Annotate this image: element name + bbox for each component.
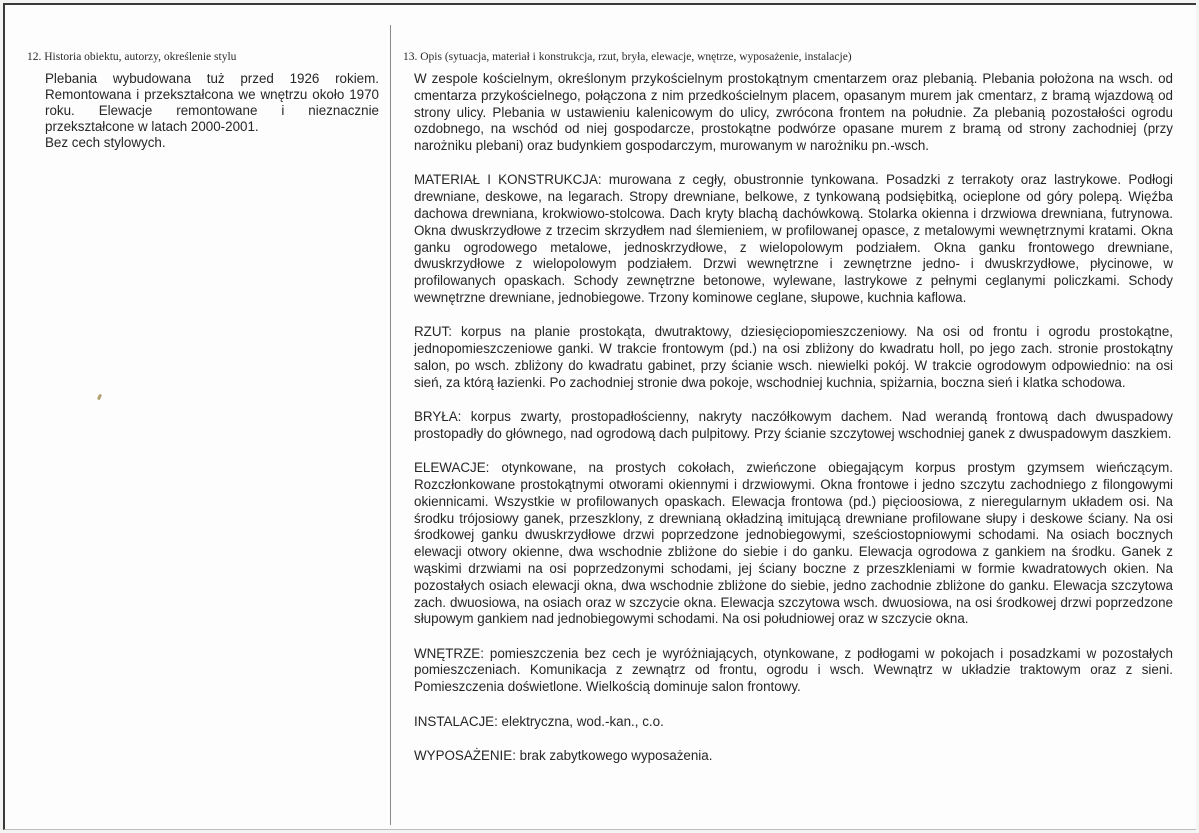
paragraph-equipment: WYPOSAŻENIE: brak zabytkowego wyposażenia. — [414, 747, 713, 763]
paper-speck — [97, 394, 102, 401]
history-text: Plebania wybudowana tuż przed 1926 rokiem. Remontowana i przekształcona we wnętrzu około 1970 roku. Elewacje remontowane i nieznacznie przekształcone w latach 2000-2001. — [45, 71, 379, 134]
paragraph-situation: W zespole kościelnym, określonym przykościelnym prostokątnym cmentarzem oraz plebanią. Plebania położona na wsch. od cmentarza przykościelnego, połączona z nim przedkościelnym placem, opasanym murem jak cmentarz, z bramą wjazdową od strony ulicy. Plebania w ustawieniu kalenicowym do ulicy, zwrócona frontem na południe. Za plebanią pozostałości ogrodu ozdobnego, na wschód od niej gospodarcze, prostokątne podwórze opasane murem z bramą od strony zachodniej (przy narożniku plebani) oraz budynkiem gospodarczym, murowanym w narożniku pn.-wsch. — [414, 71, 1173, 154]
style-note: Bez cech stylowych. — [45, 135, 166, 150]
column-divider — [390, 25, 391, 825]
paragraph-plan: RZUT: korpus na planie prostokąta, dwutraktowy, dziesięciopomieszczeniowy. Na osi od frontu i ogrodu prostokątne, jednopomieszczeniowe ganki. W trakcie frontowym (pd.) na osi zbliżony do kwadratu holl, po jego zach. stronie prostokątny salon, po wsch. zbliżony do kwadratu gabinet, przy ścianie wsch. niewielki pokój. W trakcie ogrodowym odpowiednio: na osi sień, za którą łazienki. Po zachodniej stronie dwa pokoje, wschodniej kuchnia, spiżarnia, boczna sień i klatka schodowa. — [414, 324, 1173, 390]
section-12-body — [45, 71, 379, 151]
paragraph-interior: WNĘTRZE: pomieszczenia bez cech je wyróżniających, otynkowane, z podłogami w pokojach i posadzkami w pozostałych pomieszczeniach. Komunikacja z zewnątrz od frontu, ogrodu i wsch. Wewnątrz w układzie traktowym oraz z sieni. Pomieszczenia doświetlone. Wielkością dominuje salon frontowy. — [414, 645, 1173, 695]
section-description — [403, 51, 1173, 765]
section-history — [27, 51, 379, 151]
paragraph-massing: BRYŁA: korpus zwarty, prostopadłościenny, nakryty naczółkowym dachem. Nad werandą frontową dach dwuspadowy prostopadły do głównego, nad ogrodową dach pulpitowy. Przy ścianie szczytowej wschodniej ganek z dwuspadowym daszkiem. — [414, 409, 1173, 441]
document-sheet — [3, 3, 1196, 830]
section-13-header: 13. Opis (sytuacja, materiał i konstrukcja, rzut, bryła, elewacje, wnętrze, wyposażenie, instalacje) — [403, 51, 852, 63]
paragraph-installations: INSTALACJE: elektryczna, wod.-kan., c.o. — [414, 713, 664, 729]
paragraph-elevations: ELEWACJE: otynkowane, na prostych cokołach, zwieńczone obiegającym korpus prostym gzymsem wieńczącym. Rozczłonkowane prostokątnymi otworami okiennymi i drzwiowymi. Okna frontowe i jedno szczytu zachodniego z filongowymi okiennicami. Wszystkie w profilowanych opaskach. Elewacja frontowa (pd.) pięcioosiowa, z nieregularnym układem osi. Na środku trójosiowy ganek, przeszklony, z drewnianą okładziną imitującą drewniane profilowane słupy i deskowe ściany. Na osi środkowej ganku dwuskrzydłowe drzwi poprzedzone jednobiegowymi, sześciostopniowymi schodami. Na osiach bocznych elewacji otwory okienne, dwa wschodnie zbliżone do siebie i do ganku. Elewacja ogrodowa z gankiem na środku. Ganek z wąskimi drzwiami na osi poprzedzonymi schodami, jej ściany boczne z przeszkleniami w formie kwadratowych okien. Na pozostałych osiach elewacji okna, dwa wschodnie zbliżone do siebie, jedno zachodnie zbliżone do ganku. Elewacja szczytowa zach. dwuosiowa, na osiach oraz w szczycie okna. Elewacja szczytowa wsch. dwuosiowa, na osi środkowej drzwi poprzedzone słupowym gankiem nad jednobiegowymi schodami. Na osi południowej oraz w szczycie okna. — [414, 460, 1173, 627]
section-13-body — [414, 71, 1173, 765]
section-12-header: 12. Historia obiektu, autorzy, określenie stylu — [27, 51, 237, 63]
paragraph-material: MATERIAŁ I KONSTRUKCJA: murowana z cegły, obustronnie tynkowana. Posadzki z terrakoty oraz lastrykowe. Podłogi drewniane, deskowe, na legarach. Stropy drewniane, belkowe, z tynkowaną podsiębitką, ocieplone od góry polepą. Więźba dachowa drewniana, krokwiowo-stolcowa. Dach kryty blachą dachówkową. Stolarka okienna i drzwiowa drewniana, futrynowa. Okna dwuskrzydłowe z trzecim skrzydłem nad ślemieniem, w profilowanej opasce, z metalowymi wewnętrznymi kratami. Okna ganku ogrodowego metalowe, jednoskrzydłowe, z wielopolowym podziałem. Okna ganku frontowego drewniane, dwuskrzydłowe z wielopolowym podziałem. Drzwi wewnętrzne i zewnętrzne jedno- i dwuskrzydłowe, płycinowe, w profilowanych opaskach. Schody zewnętrzne betonowe, wylewane, lastrykowe z pełnymi ceglanymi policzkami. Schody wewnętrzne drewniane, jednobiegowe. Trzony kominowe ceglane, słupowe, kuchnia kaflowa. — [414, 172, 1173, 306]
